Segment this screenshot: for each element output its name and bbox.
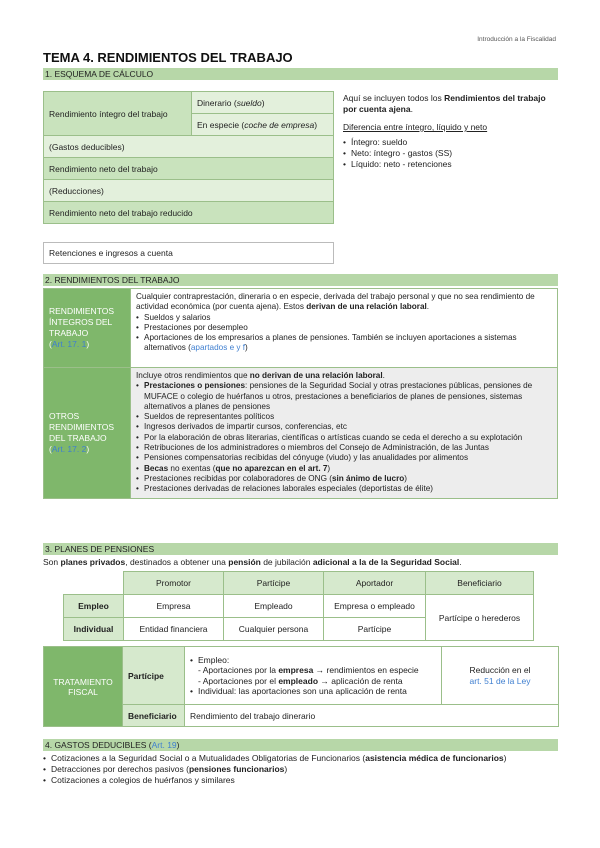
notes-subheading: Diferencia entre íntegro, líquido y neto [343,122,488,132]
list-item: • Aportaciones de los empresarios a planes de pensiones. También se incluyen aportaciones a sistemas alternativos (apartados e y f) [136,333,552,354]
gastos-list [43,753,563,786]
list-item: • Por la elaboración de obras literarias, científicas o artísticas cuando se ceda el derecho a su explotación [136,433,552,443]
list-item: • Detracciones por derechos pasivos (pensiones funcionarios) [43,764,563,775]
tratamiento-fiscal-table [43,646,559,727]
list-item: • Sueldos y salarios [136,313,552,323]
pensiones-intro: Son planes privados, destinados a obtener una pensión de jubilación adicional a la de la Seguridad Social. [43,557,462,567]
tf-beneficiario-label: Beneficiario [123,705,185,727]
art-19-link[interactable]: Art. 19 [151,740,177,750]
list-item: • Individual: las aportaciones son una aplicación de renta [190,686,436,697]
list-item: • Neto: íntegro - gastos (SS) [343,148,553,159]
apartados-link[interactable]: apartados e y f [190,343,246,353]
table-cell: Empresa [124,595,224,618]
calc-scheme-table [43,91,334,224]
notes-list [343,137,553,170]
neto-cell: Rendimiento neto del trabajo [44,158,334,180]
dinerario-cell: Dinerario (sueldo) [192,92,334,114]
list-item: • Íntegro: sueldo [343,137,553,148]
table-cell: Entidad financiera [124,618,224,641]
section-3-header: 3. PLANES DE PENSIONES [43,543,558,555]
list-item: • Prestaciones por desempleo [136,323,552,333]
tf-beneficiario-content: Rendimiento del trabajo dinerario [185,705,559,727]
list-item: • Empleo: - Aportaciones por la empresa → rendimientos en especie - Aportaciones por el empleado → aplicación de renta [190,655,436,687]
section-2-header: 2. RENDIMIENTOS DEL TRABAJO [43,274,558,286]
col-header: Beneficiario [426,572,534,595]
table-cell: Partícipe [324,618,426,641]
otros-rend-content: Incluye otros rendimientos que no derivan de una relación laboral. • Prestaciones o pensiones: pensiones de la Seguridad Social y otras prestaciones públicas, pensiones de MUFACE o colegio de huérfanos u otros, prestaciones a beneficiarios de planes de pensiones, sistemas alternativos a planes de pensiones • Sueldos de representantes políticos • Ingresos derivados de impartir cursos, conferencias, etc • Por la elaboración de obras literarias, científicas o artísticas cuando se ceda el derecho a su explotación • Retribuciones de los administradores o miembros del Consejo de Administración, de las Juntas • Pensiones compensatorias recibidas del cónyuge (viudo) y las anualidades por alimentos • Becas no exentas (que no aparezcan en el art. 7) • Prestaciones recibidas por colaboradores de ONG (sin ánimo de lucro) • Prestaciones derivadas de relaciones laborales especiales (deportistas de élite) [131,368,558,499]
page-title: TEMA 4. RENDIMIENTOS DEL TRABAJO [43,50,293,65]
otros-rend-label: OTROS RENDIMIENTOS DEL TRABAJO (Art. 17. 2) [44,368,131,499]
table-cell: Empresa o empleado [324,595,426,618]
rend-integros-label: RENDIMIENTOS ÍNTEGROS DEL TRABAJO (Art. 17. 1) [44,289,131,368]
art-17-1-link[interactable]: Art. 17. 1 [51,339,87,349]
retenciones-box: Retenciones e ingresos a cuenta [43,242,334,264]
integro-cell: Rendimiento íntegro del trabajo [44,92,192,136]
list-item: • Prestaciones o pensiones: pensiones de la Seguridad Social y otras prestaciones públicas, pensiones de MUFACE o colegio de huérfanos u otros, prestaciones a beneficiarios de planes de pensiones, sistemas alternativos a planes de pensiones [136,381,552,412]
list-item: • Prestaciones derivadas de relaciones laborales especiales (deportistas de élite) [136,484,552,494]
list-item: • Sueldos de representantes políticos [136,412,552,422]
beneficiario-cell: Partícipe o herederos [426,595,534,641]
table-cell: Empleado [224,595,324,618]
col-header: Partícipe [224,572,324,595]
especie-cell: En especie (coche de empresa) [192,114,334,136]
tf-label: TRATAMIENTO FISCAL [44,647,123,727]
section-1-notes [343,93,553,170]
art-51-link[interactable]: art. 51 de la Ley [469,675,531,686]
rendimientos-table [43,288,558,499]
notes-paragraph: Aquí se incluyen todos los Rendimientos del trabajo por cuenta ajena. [343,93,546,114]
row-label: Empleo [64,595,124,618]
tf-participe-label: Partícipe [123,647,185,705]
row-label: Individual [64,618,124,641]
tf-participe-content [185,647,442,705]
tf-reduccion: Reducción en el art. 51 de la Ley [442,647,559,705]
col-header: Aportador [324,572,426,595]
header-subject: Introducción a la Fiscalidad [477,36,556,43]
pensiones-table [63,571,534,641]
list-item: • Pensiones compensatorias recibidas del cónyuge (viudo) y las anualidades por alimentos [136,453,552,463]
reducciones-cell: (Reducciones) [44,180,334,202]
section-1-header: 1. ESQUEMA DE CÁLCULO [43,68,558,80]
section-4-header: 4. GASTOS DEDUCIBLES (Art. 19) [43,739,558,751]
neto-reducido-cell: Rendimiento neto del trabajo reducido [44,202,334,224]
list-item: • Retribuciones de los administradores o miembros del Consejo de Administración, de las Juntas [136,443,552,453]
list-item: • Becas no exentas (que no aparezcan en el art. 7) [136,464,552,474]
list-item: • Cotizaciones a colegios de huérfanos y similares [43,775,563,786]
list-item: • Prestaciones recibidas por colaboradores de ONG (sin ánimo de lucro) [136,474,552,484]
art-17-2-link[interactable]: Art. 17. 2 [51,443,87,454]
gastos-cell: (Gastos deducibles) [44,136,334,158]
rend-integros-content: Cualquier contraprestación, dineraria o en especie, derivada del trabajo personal y que no sea rendimiento de actividad económica (por cuenta ajena). Estos derivan de una relación laboral. • Sueldos y salarios • Prestaciones por desempleo • Aportaciones de los empresarios a planes de pensiones. También se incluyen aportaciones a sistemas alternativos (apartados e y f) [131,289,558,368]
col-header: Promotor [124,572,224,595]
list-item: • Cotizaciones a la Seguridad Social o a Mutualidades Obligatorias de Funcionarios (asistencia médica de funcionarios) [43,753,563,764]
list-item: • Ingresos derivados de impartir cursos, conferencias, etc [136,422,552,432]
table-cell: Cualquier persona [224,618,324,641]
list-item: • Líquido: neto - retenciones [343,159,553,170]
